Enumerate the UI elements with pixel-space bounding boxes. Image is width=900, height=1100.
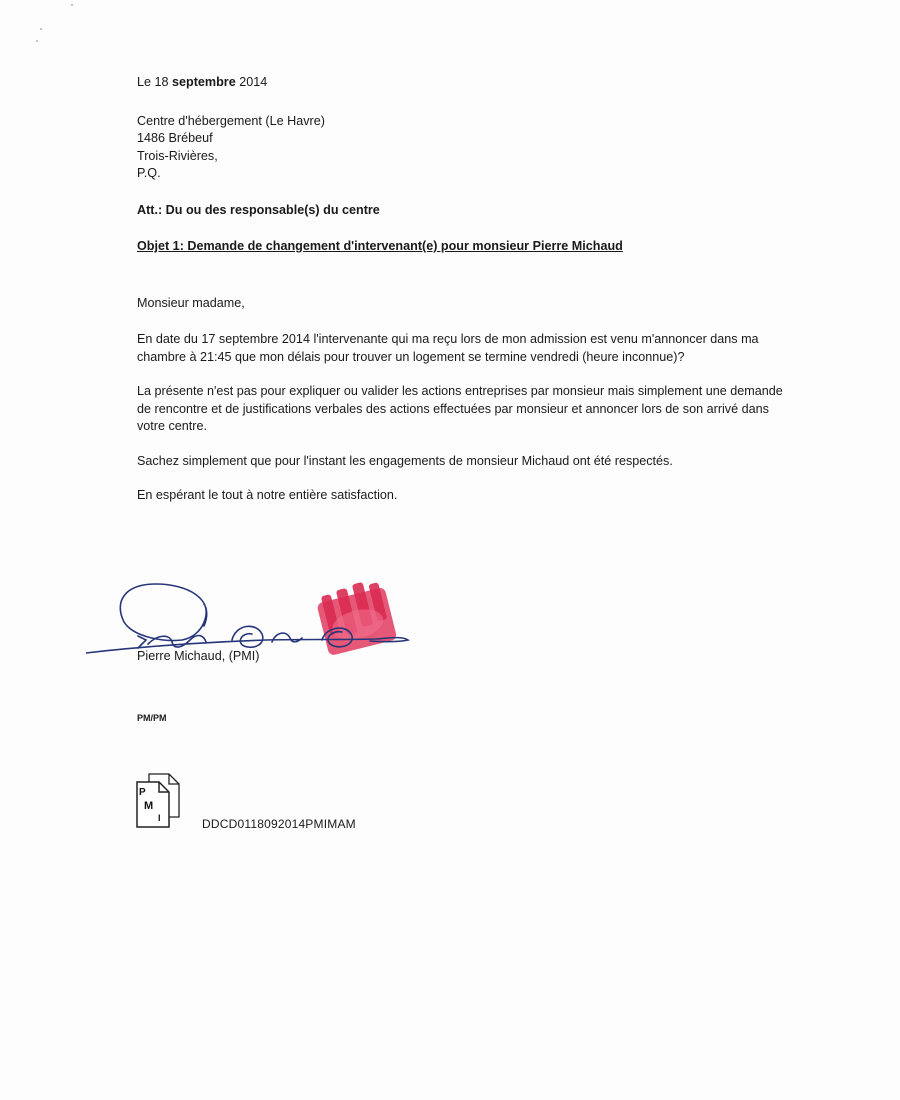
document-stack-icon <box>135 773 183 829</box>
icon-letter-i: I <box>158 813 161 823</box>
red-stamp <box>314 582 397 656</box>
reference-initials: PM/PM <box>137 713 167 723</box>
address-line: Trois-Rivières, <box>137 148 218 163</box>
paragraph: La présente n'est pas pour expliquer ou valider les actions entreprises par monsieur mais simplement une demande de rencontre et de justifications verbales des actions effectuées par monsieur et annoncer lors de son arrivé dans votre centre. <box>137 384 783 433</box>
letter-date <box>137 74 797 92</box>
greeting: Monsieur madame, <box>137 295 245 310</box>
address-line: 1486 Brébeuf <box>137 131 213 145</box>
paragraph: En espérant le tout à notre entière satisfaction. <box>137 488 398 502</box>
signature-area <box>86 582 426 682</box>
document-reference: DDCD0118092014PMIMAM <box>202 817 356 831</box>
date-year: 2014 <box>235 75 268 89</box>
paragraph: Sachez simplement que pour l'instant les engagements de monsieur Michaud ont été respectés. <box>137 453 673 468</box>
date-month: septembre <box>172 75 236 89</box>
signer-name: Pierre Michaud, (PMI) <box>137 649 260 663</box>
signature-drawing <box>86 582 426 682</box>
date-day: Le 18 <box>137 75 173 89</box>
address-line: P.Q. <box>137 166 161 180</box>
subject-line: Objet 1: Demande de changement d'intervenant(e) pour monsieur Pierre Michaud <box>137 239 623 253</box>
scan-speck <box>36 40 38 42</box>
scan-speck <box>40 28 42 30</box>
icon-letter-m: M <box>144 800 154 812</box>
icon-letter-p: P <box>139 787 146 798</box>
attention-line: Att.: Du ou des responsable(s) du centre <box>137 202 380 217</box>
address-line: Centre d'hébergement (Le Havre) <box>137 113 325 128</box>
scan-speck <box>71 4 73 6</box>
letter-body <box>137 74 797 505</box>
paragraph: En date du 17 septembre 2014 l'intervenante qui ma reçu lors de mon admission est venu m'annoncer dans ma chambre à 21:45 que mon délais pour trouver un logement se termine vendredi (heure inconnue)? <box>137 332 759 364</box>
recipient-address <box>137 113 797 183</box>
